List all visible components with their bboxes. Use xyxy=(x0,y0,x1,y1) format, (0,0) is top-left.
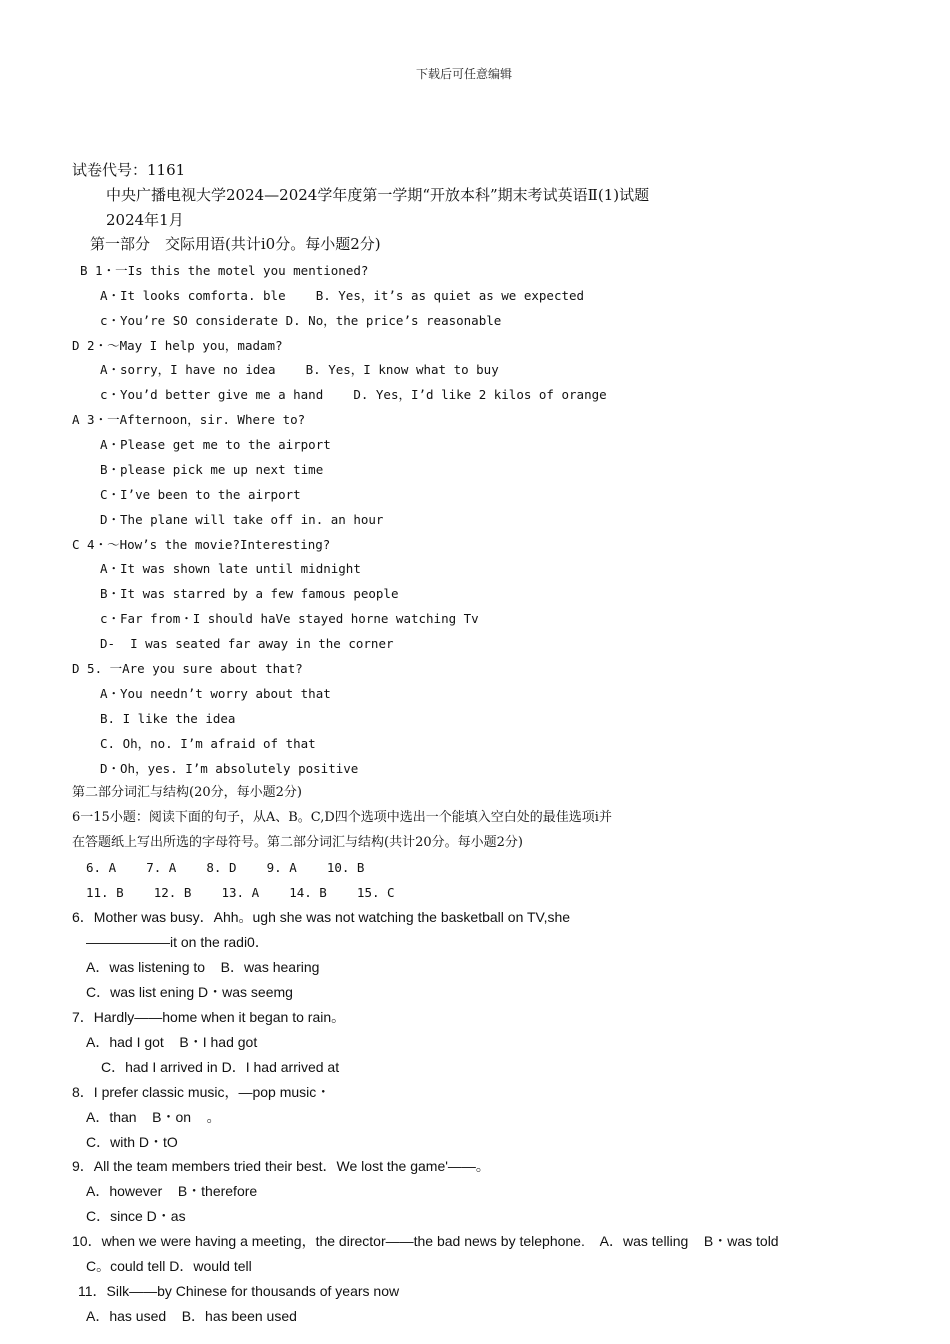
question-4-option: A・It was shown late until midnight xyxy=(100,561,361,576)
question-3-option: B・please pick me up next time xyxy=(100,462,324,477)
question-5-option: A・You needn’t worry about that xyxy=(100,686,331,701)
part2-instruction: 在答题纸上写出所选的字母符号。第二部分词汇与结构(共计20分。每小题2分) xyxy=(72,835,523,850)
paper-code: 试卷代号：1161 xyxy=(72,161,186,179)
question-6-option: A．was listening to B．was hearing xyxy=(86,959,320,975)
question-11-option: A．has used B．has been used xyxy=(86,1308,297,1324)
question-7-option: A．had I got B・I had got xyxy=(86,1034,258,1050)
part1-heading: 第一部分 交际用语(共计i0分。每小题2分) xyxy=(90,235,381,253)
question-4: C 4・～How’s the movie?Interesting? xyxy=(72,537,331,552)
question-4-option: D- I was seated far away in the corner xyxy=(100,636,394,651)
question-3-option: C・I’ve been to the airport xyxy=(100,487,301,502)
question-10: 10．when we were having a meeting，the director——the bad news by telephone. A．was telling B・was told xyxy=(72,1233,779,1249)
question-5-option: B. I like the idea xyxy=(100,711,236,726)
question-3-option: D・The plane will take off in. an hour xyxy=(100,512,384,527)
question-5-option: C. Oh，no. I’m afraid of that xyxy=(100,736,316,751)
question-8: 8．I prefer classic music，—pop music・ xyxy=(72,1084,331,1100)
question-8-option: A．than B・on 。 xyxy=(86,1109,221,1125)
question-1-option: A・It looks comforta. ble B. Yes，it’s as quiet as we expected xyxy=(100,288,585,303)
question-6-continued: ——————it on the radi0． xyxy=(86,934,269,950)
question-3-option: A・Please get me to the airport xyxy=(100,437,331,452)
question-3: A 3・一Afternoon，sir. Where to? xyxy=(72,412,306,427)
question-6: 6．Mother was busy．Ahh。ugh she was not watching the basketball on TV,she xyxy=(72,909,571,925)
question-7-option: C．had I arrived in D．I had arrived at xyxy=(101,1059,340,1075)
question-5-option: D・Oh，yes. I’m absolutely positive xyxy=(100,761,359,776)
question-4-option: B・It was starred by a few famous people xyxy=(100,586,399,601)
question-8-option: C．with D・tO xyxy=(86,1134,178,1150)
question-4-option: c・Far from・I should haVe stayed horne watching Tv xyxy=(100,611,479,626)
question-9: 9．All the team members tried their best．We lost the game'——。 xyxy=(72,1158,490,1174)
part2-instruction: 6一15小题：阅读下面的句子，从A、B。C,D四个选项中选出一个能填入空白处的最佳选项i并 xyxy=(72,810,612,825)
question-6-option: C．was list ening D・was seemg xyxy=(86,984,293,1000)
question-1-option: c・You’re SO considerate D. No，the price’s reasonable xyxy=(100,313,502,328)
question-7: 7．Hardly——home when it began to rain。 xyxy=(72,1009,346,1025)
exam-date: 2024年1月 xyxy=(106,211,184,229)
question-1: B 1・一Is this the motel you mentioned? xyxy=(80,263,369,278)
question-9-option: C．since D・as xyxy=(86,1208,186,1224)
question-2: D 2・～May I help you，madam? xyxy=(72,338,283,353)
question-9-option: A．however B・therefore xyxy=(86,1183,258,1199)
answer-key-row: 6. A 7. A 8. D 9. A 10. B xyxy=(86,860,365,875)
part2-heading: 第二部分词汇与结构(20分，每小题2分) xyxy=(72,785,302,800)
question-5: D 5. 一Are you sure about that? xyxy=(72,661,303,676)
question-2-option: A・sorry，I have no idea B. Yes，I know what to buy xyxy=(100,362,499,377)
question-10-option: C。could tell D．would tell xyxy=(86,1258,252,1274)
question-11: 11．Silk——by Chinese for thousands of years now xyxy=(78,1283,400,1299)
question-2-option: c・You’d better give me a hand D. Yes，I’d like 2 kilos of orange xyxy=(100,387,607,402)
exam-title: 中央广播电视大学2024—2024学年度第一学期“开放本科”期末考试英语Ⅱ(1)试题 xyxy=(106,186,650,204)
page-header: 下载后可任意编辑 xyxy=(416,67,513,81)
answer-key-row: 11. B 12. B 13. A 14. B 15. C xyxy=(86,885,395,900)
